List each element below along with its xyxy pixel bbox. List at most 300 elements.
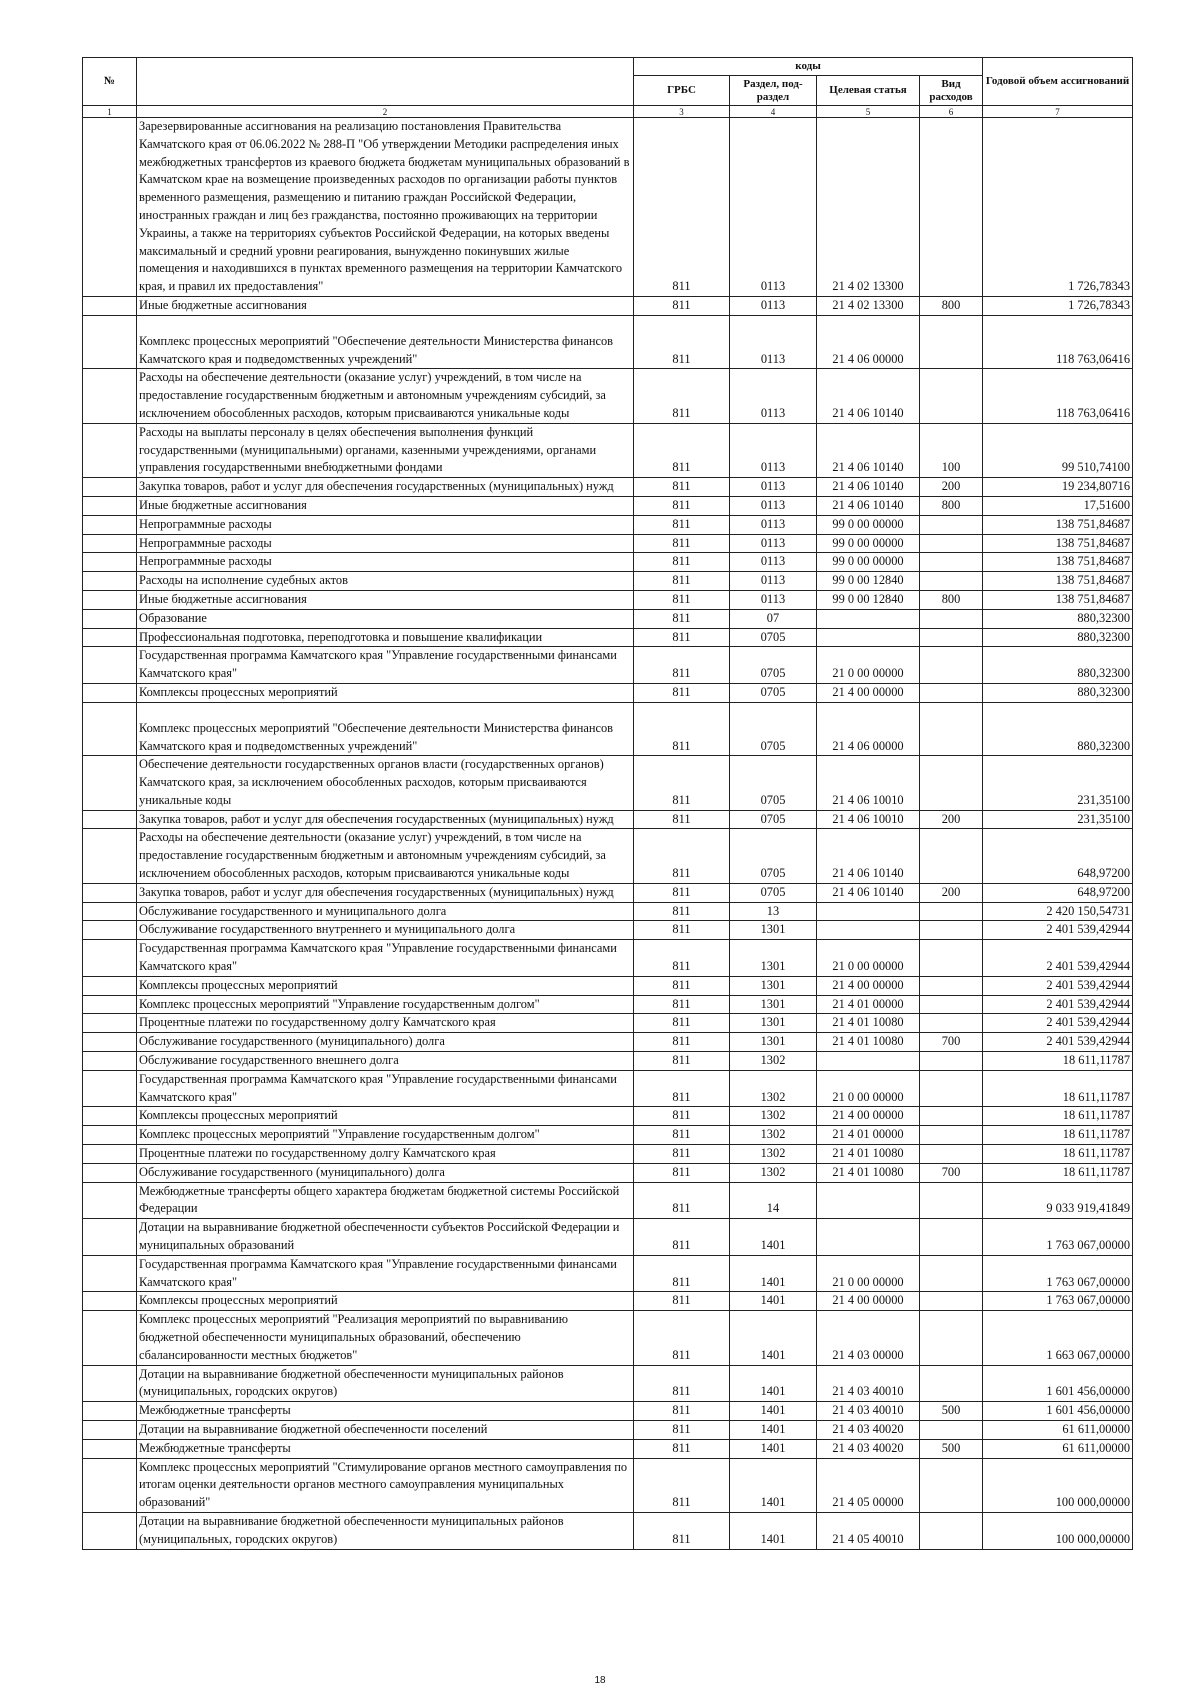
cell-amount: 138 751,84687: [983, 534, 1133, 553]
cell-expense-type: [920, 756, 983, 810]
cell-name: Обслуживание государственного (муниципального) долга: [137, 1033, 634, 1052]
cell-amount: 118 763,06416: [983, 369, 1133, 423]
cell-target-article: 21 4 00 00000: [817, 1292, 920, 1311]
column-number: 3: [634, 106, 730, 118]
table-row: [83, 1311, 1133, 1365]
cell-grbs: 811: [634, 628, 730, 647]
cell-razdel: 1301: [730, 1033, 817, 1052]
cell-razdel: 1401: [730, 1458, 817, 1512]
table-row: [83, 1033, 1133, 1052]
cell-target-article: 99 0 00 00000: [817, 534, 920, 553]
cell-number: [83, 883, 137, 902]
cell-number: [83, 995, 137, 1014]
cell-number: [83, 1107, 137, 1126]
cell-number: [83, 921, 137, 940]
cell-expense-type: 700: [920, 1033, 983, 1052]
cell-grbs: 811: [634, 1402, 730, 1421]
cell-grbs: 811: [634, 902, 730, 921]
cell-razdel: 0113: [730, 590, 817, 609]
header-grbs: ГРБС: [634, 76, 730, 106]
cell-expense-type: [920, 534, 983, 553]
table-row: [83, 478, 1133, 497]
cell-name: Комплекс процессных мероприятий "Управление государственным долгом": [137, 995, 634, 1014]
cell-razdel: 0705: [730, 883, 817, 902]
table-row: [83, 940, 1133, 977]
cell-razdel: 0705: [730, 647, 817, 684]
cell-amount: 231,35100: [983, 810, 1133, 829]
cell-amount: 138 751,84687: [983, 572, 1133, 591]
cell-name: Дотации на выравнивание бюджетной обеспеченности муниципальных районов (муниципальных, городских округов): [137, 1512, 634, 1549]
table-row: [83, 515, 1133, 534]
cell-target-article: 21 0 00 00000: [817, 940, 920, 977]
cell-amount: 18 611,11787: [983, 1052, 1133, 1071]
cell-number: [83, 423, 137, 477]
table-body: [83, 118, 1133, 1550]
cell-amount: 1 601 456,00000: [983, 1365, 1133, 1402]
table-row: [83, 118, 1133, 297]
cell-name: Обслуживание государственного и муниципального долга: [137, 902, 634, 921]
cell-number: [83, 515, 137, 534]
cell-razdel: 1302: [730, 1052, 817, 1071]
cell-grbs: 811: [634, 995, 730, 1014]
cell-number: [83, 1145, 137, 1164]
cell-amount: 880,32300: [983, 628, 1133, 647]
cell-amount: 2 401 539,42944: [983, 976, 1133, 995]
cell-target-article: 21 4 06 10140: [817, 883, 920, 902]
cell-expense-type: [920, 1182, 983, 1219]
cell-target-article: 21 4 06 10140: [817, 829, 920, 883]
cell-target-article: 21 4 03 00000: [817, 1311, 920, 1365]
cell-target-article: 21 4 06 10010: [817, 756, 920, 810]
cell-name: Дотации на выравнивание бюджетной обеспеченности муниципальных районов (муниципальных, городских округов): [137, 1365, 634, 1402]
cell-razdel: 1401: [730, 1402, 817, 1421]
cell-expense-type: [920, 1070, 983, 1107]
cell-amount: 2 401 539,42944: [983, 1014, 1133, 1033]
cell-target-article: 21 4 01 00000: [817, 995, 920, 1014]
cell-expense-type: [920, 1292, 983, 1311]
cell-razdel: 14: [730, 1182, 817, 1219]
cell-number: [83, 1219, 137, 1256]
cell-razdel: 1301: [730, 976, 817, 995]
cell-expense-type: [920, 1311, 983, 1365]
cell-expense-type: [920, 1219, 983, 1256]
cell-grbs: 811: [634, 1070, 730, 1107]
cell-amount: 18 611,11787: [983, 1107, 1133, 1126]
cell-number: [83, 702, 137, 756]
cell-expense-type: [920, 1420, 983, 1439]
cell-amount: 880,32300: [983, 702, 1133, 756]
cell-expense-type: [920, 829, 983, 883]
cell-number: [83, 1126, 137, 1145]
table-row: [83, 995, 1133, 1014]
cell-number: [83, 1070, 137, 1107]
cell-razdel: 0113: [730, 478, 817, 497]
table-row: [83, 702, 1133, 756]
cell-expense-type: 100: [920, 423, 983, 477]
cell-amount: 17,51600: [983, 496, 1133, 515]
cell-razdel: 1301: [730, 1014, 817, 1033]
cell-target-article: [817, 609, 920, 628]
cell-razdel: 0705: [730, 628, 817, 647]
cell-expense-type: [920, 1512, 983, 1549]
cell-grbs: 811: [634, 1458, 730, 1512]
cell-expense-type: [920, 683, 983, 702]
cell-razdel: 1302: [730, 1145, 817, 1164]
cell-razdel: 1401: [730, 1420, 817, 1439]
cell-number: [83, 1512, 137, 1549]
header-vid: Вид расходов: [920, 76, 983, 106]
cell-name: Комплекс процессных мероприятий "Управление государственным долгом": [137, 1126, 634, 1145]
cell-number: [83, 810, 137, 829]
cell-expense-type: 200: [920, 478, 983, 497]
table-row: [83, 1255, 1133, 1292]
cell-grbs: 811: [634, 1163, 730, 1182]
cell-amount: 1 763 067,00000: [983, 1219, 1133, 1256]
cell-amount: 18 611,11787: [983, 1126, 1133, 1145]
table-row: [83, 1145, 1133, 1164]
cell-expense-type: 800: [920, 496, 983, 515]
cell-razdel: 1301: [730, 995, 817, 1014]
cell-expense-type: [920, 315, 983, 369]
cell-name: Расходы на обеспечение деятельности (оказание услуг) учреждений, в том числе на предоставление государственным бюджетным и автономным учреждениям субсидий, за исключением обособленных расходов, которым присваиваются уникальные коды: [137, 829, 634, 883]
cell-target-article: 21 4 02 13300: [817, 296, 920, 315]
cell-name: Межбюджетные трансферты общего характера бюджетам бюджетной системы Российской Федерации: [137, 1182, 634, 1219]
table-row: [83, 1052, 1133, 1071]
cell-number: [83, 553, 137, 572]
cell-number: [83, 976, 137, 995]
cell-razdel: 0113: [730, 118, 817, 297]
cell-razdel: 0113: [730, 553, 817, 572]
cell-amount: 61 611,00000: [983, 1420, 1133, 1439]
cell-name: Непрограммные расходы: [137, 553, 634, 572]
table-row: [83, 1163, 1133, 1182]
cell-razdel: 1302: [730, 1107, 817, 1126]
cell-expense-type: [920, 1014, 983, 1033]
cell-grbs: 811: [634, 976, 730, 995]
table-row: [83, 683, 1133, 702]
cell-number: [83, 296, 137, 315]
cell-grbs: 811: [634, 1126, 730, 1145]
cell-expense-type: [920, 553, 983, 572]
table-row: [83, 647, 1133, 684]
cell-number: [83, 1163, 137, 1182]
cell-amount: 648,97200: [983, 829, 1133, 883]
cell-razdel: 1301: [730, 940, 817, 977]
cell-number: [83, 683, 137, 702]
cell-razdel: 0705: [730, 702, 817, 756]
cell-name: Расходы на обеспечение деятельности (оказание услуг) учреждений, в том числе на предоставление государственным бюджетным и автономным учреждениям субсидий, за исключением обособленных расходов, которым присваиваются уникальные коды: [137, 369, 634, 423]
cell-grbs: 811: [634, 609, 730, 628]
cell-name: Комплекс процессных мероприятий "Реализация мероприятий по выравниванию бюджетной обеспеченности муниципальных образований, обеспечению сбалансированности местных бюджетов": [137, 1311, 634, 1365]
cell-target-article: 21 4 06 10140: [817, 369, 920, 423]
cell-grbs: 811: [634, 118, 730, 297]
cell-expense-type: [920, 572, 983, 591]
cell-expense-type: [920, 921, 983, 940]
cell-target-article: 21 4 01 10080: [817, 1033, 920, 1052]
cell-razdel: 1401: [730, 1439, 817, 1458]
cell-number: [83, 1255, 137, 1292]
cell-expense-type: [920, 1255, 983, 1292]
cell-amount: 100 000,00000: [983, 1512, 1133, 1549]
table-row: [83, 1402, 1133, 1421]
table-row: [83, 628, 1133, 647]
cell-razdel: 07: [730, 609, 817, 628]
header-tselevaya: Целевая статья: [817, 76, 920, 106]
cell-target-article: 21 4 06 10010: [817, 810, 920, 829]
cell-expense-type: 800: [920, 296, 983, 315]
cell-number: [83, 940, 137, 977]
cell-expense-type: [920, 628, 983, 647]
cell-amount: 1 726,78343: [983, 118, 1133, 297]
cell-target-article: 21 4 06 10140: [817, 478, 920, 497]
cell-razdel: 1401: [730, 1512, 817, 1549]
table-row: [83, 810, 1133, 829]
cell-number: [83, 1458, 137, 1512]
cell-expense-type: [920, 940, 983, 977]
cell-name: Непрограммные расходы: [137, 534, 634, 553]
cell-number: [83, 609, 137, 628]
cell-expense-type: [920, 1458, 983, 1512]
cell-target-article: 21 0 00 00000: [817, 1070, 920, 1107]
cell-expense-type: [920, 1107, 983, 1126]
cell-expense-type: [920, 1145, 983, 1164]
table-row: [83, 1365, 1133, 1402]
cell-number: [83, 628, 137, 647]
cell-grbs: 811: [634, 553, 730, 572]
cell-razdel: 1401: [730, 1219, 817, 1256]
table-row: [83, 1439, 1133, 1458]
cell-target-article: 99 0 00 00000: [817, 515, 920, 534]
table-row: [83, 1458, 1133, 1512]
table-row: [83, 756, 1133, 810]
cell-grbs: 811: [634, 829, 730, 883]
table-row: [83, 976, 1133, 995]
cell-name: Комплексы процессных мероприятий: [137, 1292, 634, 1311]
table-row: [83, 572, 1133, 591]
cell-target-article: 21 0 00 00000: [817, 1255, 920, 1292]
header-number: №: [83, 58, 137, 106]
cell-name: Государственная программа Камчатского края "Управление государственными финансами Камчатского края": [137, 647, 634, 684]
cell-name: Непрограммные расходы: [137, 515, 634, 534]
cell-grbs: 811: [634, 1365, 730, 1402]
cell-number: [83, 1311, 137, 1365]
cell-amount: 2 401 539,42944: [983, 1033, 1133, 1052]
cell-target-article: 21 4 00 00000: [817, 683, 920, 702]
cell-grbs: 811: [634, 647, 730, 684]
table-row: [83, 534, 1133, 553]
cell-amount: 138 751,84687: [983, 553, 1133, 572]
cell-name: Дотации на выравнивание бюджетной обеспеченности субъектов Российской Федерации и муниципальных образований: [137, 1219, 634, 1256]
cell-target-article: 21 4 06 10140: [817, 496, 920, 515]
appropriations-table: [82, 57, 1133, 1550]
cell-expense-type: [920, 702, 983, 756]
cell-grbs: 811: [634, 683, 730, 702]
cell-grbs: 811: [634, 1033, 730, 1052]
table-row: [83, 609, 1133, 628]
cell-razdel: 13: [730, 902, 817, 921]
table-row: [83, 590, 1133, 609]
column-number: 7: [983, 106, 1133, 118]
cell-amount: 118 763,06416: [983, 315, 1133, 369]
cell-razdel: 0705: [730, 810, 817, 829]
cell-target-article: 99 0 00 12840: [817, 572, 920, 591]
cell-expense-type: [920, 902, 983, 921]
cell-name: Государственная программа Камчатского края "Управление государственными финансами Камчатского края": [137, 940, 634, 977]
table-row: [83, 1512, 1133, 1549]
cell-amount: 231,35100: [983, 756, 1133, 810]
cell-name: Расходы на выплаты персоналу в целях обеспечения выполнения функций государственными (муниципальными) органами, казенными учреждениями, органами управления государственными внебюджетными фондами: [137, 423, 634, 477]
cell-target-article: 21 4 06 00000: [817, 702, 920, 756]
cell-target-article: 21 4 06 00000: [817, 315, 920, 369]
cell-razdel: 1301: [730, 921, 817, 940]
cell-grbs: 811: [634, 572, 730, 591]
cell-name: Образование: [137, 609, 634, 628]
table-row: [83, 423, 1133, 477]
cell-name: Иные бюджетные ассигнования: [137, 496, 634, 515]
cell-target-article: 21 4 02 13300: [817, 118, 920, 297]
cell-expense-type: 500: [920, 1402, 983, 1421]
cell-number: [83, 369, 137, 423]
header-razdel: Раздел, под-раздел: [730, 76, 817, 106]
cell-name: Зарезервированные ассигнования на реализацию постановления Правительства Камчатского края от 06.06.2022 № 288-П "Об утверждении Методики распределения иных межбюджетных трансфертов из краевого бюджета бюджетам муниципальных образований в Камчатском крае на возмещение произведенных расходов по организации работы пунктов временного размещения, размещению и питанию граждан Российской Федерации, иностранных граждан и лиц без гражданства, постоянно проживающих на территории Украины, а также на территориях субъектов Российской Федерации, на которых введены максимальный и средний уровни реагирования, вынужденно покинувших жилые помещения и находившихся в пунктах временного размещения на территории Камчатского края, и правил их предоставления": [137, 118, 634, 297]
cell-amount: 1 763 067,00000: [983, 1255, 1133, 1292]
cell-razdel: 0705: [730, 683, 817, 702]
cell-target-article: [817, 921, 920, 940]
cell-amount: 138 751,84687: [983, 515, 1133, 534]
cell-grbs: 811: [634, 1107, 730, 1126]
cell-grbs: 811: [634, 1311, 730, 1365]
cell-razdel: 0113: [730, 515, 817, 534]
cell-razdel: 1302: [730, 1070, 817, 1107]
cell-target-article: 99 0 00 12840: [817, 590, 920, 609]
cell-number: [83, 1439, 137, 1458]
cell-grbs: 811: [634, 590, 730, 609]
cell-grbs: 811: [634, 515, 730, 534]
cell-razdel: 0113: [730, 534, 817, 553]
cell-number: [83, 1052, 137, 1071]
cell-target-article: [817, 1052, 920, 1071]
cell-expense-type: 200: [920, 883, 983, 902]
cell-number: [83, 478, 137, 497]
header-codes: коды: [634, 58, 983, 76]
table-row: [83, 902, 1133, 921]
table-row: [83, 1292, 1133, 1311]
cell-expense-type: 200: [920, 810, 983, 829]
cell-amount: 18 611,11787: [983, 1163, 1133, 1182]
cell-amount: 138 751,84687: [983, 590, 1133, 609]
cell-razdel: 1401: [730, 1311, 817, 1365]
cell-expense-type: [920, 1126, 983, 1145]
cell-number: [83, 1014, 137, 1033]
cell-grbs: 811: [634, 1219, 730, 1256]
cell-target-article: 21 4 05 40010: [817, 1512, 920, 1549]
cell-target-article: 21 4 03 40020: [817, 1420, 920, 1439]
cell-number: [83, 496, 137, 515]
cell-razdel: 0113: [730, 423, 817, 477]
table-row: [83, 1014, 1133, 1033]
cell-name: Расходы на исполнение судебных актов: [137, 572, 634, 591]
cell-name: Межбюджетные трансферты: [137, 1402, 634, 1421]
cell-number: [83, 590, 137, 609]
table-row: [83, 496, 1133, 515]
table-row: [83, 296, 1133, 315]
cell-expense-type: [920, 118, 983, 297]
cell-grbs: 811: [634, 534, 730, 553]
cell-grbs: 811: [634, 1292, 730, 1311]
cell-grbs: 811: [634, 810, 730, 829]
cell-amount: 648,97200: [983, 883, 1133, 902]
cell-name: Обслуживание государственного внешнего долга: [137, 1052, 634, 1071]
cell-grbs: 811: [634, 1439, 730, 1458]
cell-amount: 9 033 919,41849: [983, 1182, 1133, 1219]
cell-grbs: 811: [634, 1255, 730, 1292]
table-row: [83, 1070, 1133, 1107]
cell-expense-type: [920, 515, 983, 534]
cell-grbs: 811: [634, 1420, 730, 1439]
cell-target-article: 21 4 00 00000: [817, 976, 920, 995]
cell-name: Дотации на выравнивание бюджетной обеспеченности поселений: [137, 1420, 634, 1439]
cell-name: Процентные платежи по государственному долгу Камчатского края: [137, 1145, 634, 1164]
cell-grbs: 811: [634, 1145, 730, 1164]
cell-target-article: 21 4 03 40010: [817, 1365, 920, 1402]
header-name-blank: [137, 58, 634, 106]
table-row: [83, 369, 1133, 423]
cell-grbs: 811: [634, 369, 730, 423]
cell-name: Комплекс процессных мероприятий "Обеспечение деятельности Министерства финансов Камчатского края и подведомственных учреждений": [137, 702, 634, 756]
column-number: 1: [83, 106, 137, 118]
cell-amount: 1 726,78343: [983, 296, 1133, 315]
cell-razdel: 1401: [730, 1365, 817, 1402]
cell-grbs: 811: [634, 1052, 730, 1071]
cell-amount: 61 611,00000: [983, 1439, 1133, 1458]
table-row: [83, 921, 1133, 940]
cell-number: [83, 829, 137, 883]
cell-expense-type: 800: [920, 590, 983, 609]
cell-expense-type: [920, 976, 983, 995]
cell-name: Закупка товаров, работ и услуг для обеспечения государственных (муниципальных) нужд: [137, 478, 634, 497]
cell-name: Комплексы процессных мероприятий: [137, 683, 634, 702]
cell-number: [83, 118, 137, 297]
cell-name: Закупка товаров, работ и услуг для обеспечения государственных (муниципальных) нужд: [137, 883, 634, 902]
page-number: 18: [594, 1675, 606, 1686]
cell-name: Иные бюджетные ассигнования: [137, 590, 634, 609]
cell-amount: 19 234,80716: [983, 478, 1133, 497]
cell-razdel: 0113: [730, 496, 817, 515]
cell-amount: 2 401 539,42944: [983, 995, 1133, 1014]
cell-grbs: 811: [634, 296, 730, 315]
cell-grbs: 811: [634, 478, 730, 497]
cell-amount: 99 510,74100: [983, 423, 1133, 477]
cell-razdel: 1401: [730, 1292, 817, 1311]
cell-grbs: 811: [634, 1014, 730, 1033]
cell-number: [83, 1365, 137, 1402]
cell-amount: 1 763 067,00000: [983, 1292, 1133, 1311]
cell-grbs: 811: [634, 702, 730, 756]
cell-grbs: 811: [634, 756, 730, 810]
cell-name: Межбюджетные трансферты: [137, 1439, 634, 1458]
cell-name: Обслуживание государственного внутреннего и муниципального долга: [137, 921, 634, 940]
cell-amount: 1 601 456,00000: [983, 1402, 1133, 1421]
cell-expense-type: 700: [920, 1163, 983, 1182]
cell-amount: 2 401 539,42944: [983, 921, 1133, 940]
cell-razdel: 1302: [730, 1126, 817, 1145]
cell-name: Обслуживание государственного (муниципального) долга: [137, 1163, 634, 1182]
table-row: [83, 315, 1133, 369]
cell-target-article: 21 4 03 40010: [817, 1402, 920, 1421]
cell-razdel: 1302: [730, 1163, 817, 1182]
column-number: 2: [137, 106, 634, 118]
cell-target-article: 21 0 00 00000: [817, 647, 920, 684]
